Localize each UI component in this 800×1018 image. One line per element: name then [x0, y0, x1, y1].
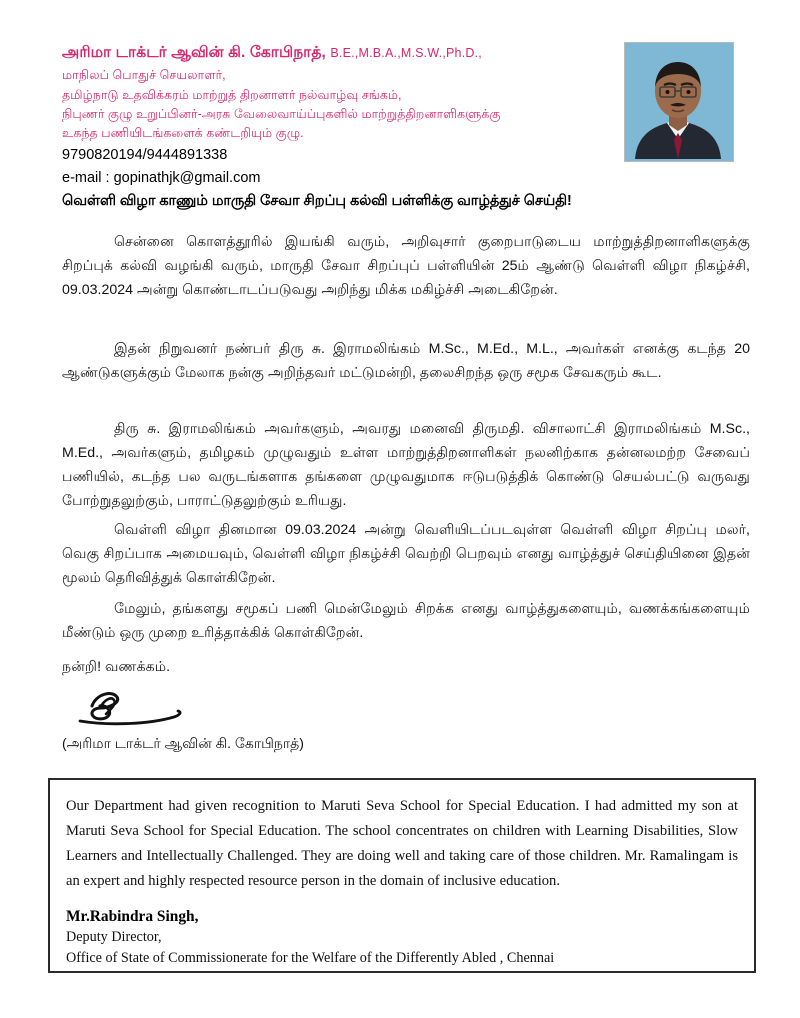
letterhead-name-line	[62, 44, 607, 62]
letter-thanks: நன்றி! வணக்கம்.	[62, 659, 171, 675]
letterhead-degrees: B.E.,M.B.A.,M.S.W.,Ph.D.,	[330, 46, 482, 60]
letter-greeting: வெள்ளி விழா காணும் மாருதி சேவா சிறப்பு கல்வி பள்ளிக்கு வாழ்த்துச் செய்தி!	[62, 193, 572, 209]
author-photo	[624, 42, 734, 162]
testimonial-signer-office: Office of State of Commissionerate for the Welfare of the Differently Abled , Chennai	[66, 949, 555, 966]
testimonial-signer-role: Deputy Director,	[66, 929, 162, 946]
letterhead-phone: 9790820194/9444891338	[62, 146, 228, 163]
letterhead-subtitle-4: உகந்த பணியிடங்களைக் கண்டறியும் குழு.	[62, 125, 304, 140]
letterhead-subtitle-1: மாநிலப் பொதுச் செயலாளர்,	[62, 68, 226, 83]
letter-paragraph-1: சென்னை கொளத்தூரில் இயங்கி வரும், அறிவுசார் குறைபாடுடைய மாற்றுத்திறனாளிகளுக்கு சிறப்புக் கல்வி வழங்கி வரும், மாருதி சேவா சிறப்புப் பள்ளியின் 25ம் ஆண்டு வெள்ளி விழா நிகழ்ச்சி, 09.03.2024 அன்று கொண்டாடப்படுவது அறிந்து மிக்க மகிழ்ச்சி அடைகிறேன்.	[62, 234, 750, 298]
letter-paragraph-4: வெள்ளி விழா தினமான 09.03.2024 அன்று வெளியிடப்படவுள்ள வெள்ளி விழா சிறப்பு மலர், வெகு சிறப்பாக அமையவும், வெள்ளி விழா நிகழ்ச்சி வெற்றி பெறவும் எனது வாழ்த்துச் செய்தியினை இதன் மூலம் தெரிவித்துக் கொள்கிறேன்.	[62, 522, 750, 586]
letterhead-email: e-mail : gopinathjk@gmail.com	[62, 169, 261, 186]
testimonial-text: Our Department had given recognition to Maruti Seva School for Special Education. I had admitted my son at Maruti Seva School for Special Education. The school concentrates on children with Learning Disabilities, Slow Learners and Intellectually Challenged. They are doing well and taking care of those children. Mr. Ramalingam is an expert and highly respected resource person in the domain of inclusive education.	[66, 798, 738, 890]
letter-paragraph-2: இதன் நிறுவனர் நண்பர் திரு சு. இராமலிங்கம் M.Sc., M.Ed., M.L., அவர்கள் எனக்கு கடந்த 20 ஆண்டுகளுக்கும் மேலாக நன்கு அறிந்தவர் மட்டுமன்றி, தலைசிறந்த ஒரு சமூக சேவகரும் கூட.	[62, 341, 750, 381]
testimonial-content	[50, 780, 754, 978]
signature-name: (அரிமா டாக்டர் ஆவின் கி. கோபிநாத்)	[62, 735, 304, 751]
letter-paragraph-5: மேலும், தங்களது சமூகப் பணி மென்மேலும் சிறக்க எனது வாழ்த்துகளையும், வணக்கங்களையும் மீண்டும் ஒரு முறை உரித்தாக்கிக் கொள்கிறேன்.	[62, 601, 750, 641]
testimonial-box	[48, 778, 756, 973]
portrait-illustration	[625, 43, 731, 159]
handwritten-signature	[70, 688, 250, 736]
letterhead-name: அரிமா டாக்டர் ஆவின் கி. கோபிநாத்,	[62, 44, 326, 61]
letterhead-subtitle-3: நிபுணர் குழு உறுப்பினர்-அரசு வேலைவாய்ப்புகளில் மாற்றுத்திறனாளிகளுக்கு	[62, 106, 501, 121]
letterhead-subtitle-2: தமிழ்நாடு உதவிக்கரம் மாற்றுத் திறனாளர் நல்வாழ்வு சங்கம்,	[62, 87, 402, 102]
letterhead	[62, 44, 607, 188]
testimonial-signer-name: Mr.Rabindra Singh,	[66, 908, 199, 926]
signature-strokes	[70, 688, 240, 734]
letter-paragraph-3: திரு சு. இராமலிங்கம் அவர்களும், அவரது மனைவி திருமதி. விசாலாட்சி இராமலிங்கம் M.Sc., M.Ed., அவர்களும், தமிழகம் முழுவதும் உள்ள மாற்றுத்திறனாளிகள் நலனிற்காக தன்னலமற்ற சேவைப் பணியில், கடந்த பல வருடங்களாக தங்களை முழுவதுமாக ஈடுபடுத்திக் கொண்டு செயல்பட்டு வருவது போற்றுதலுற்கும், பாராட்டுதலுற்கும் உரியது.	[62, 421, 750, 509]
